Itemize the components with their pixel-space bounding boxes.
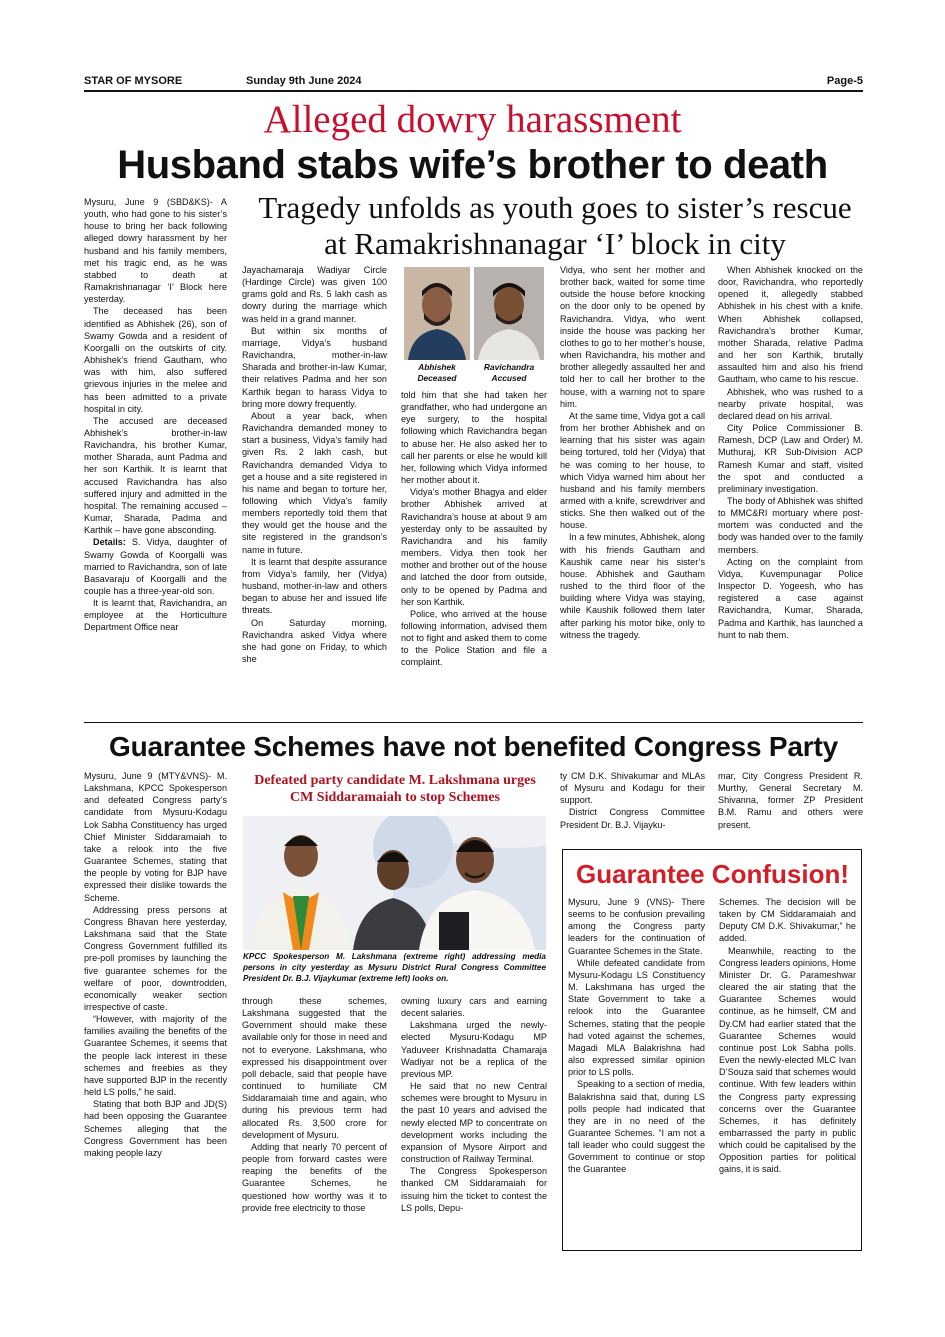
story1-column-2 (242, 264, 387, 716)
paragraph: Speaking to a section of media, Balakrishna said that, during LS polls people had indicated that they are in no need of the Guarantee Schemes. “I am not a tall leader who could suggest the Government to continue or stop the Guarantee (568, 1079, 705, 1175)
paragraph: Schemes. The decision will be taken by CM Siddaramaiah and Deputy CM D.K. Shivakumar,” he added. (719, 897, 856, 944)
issue-date: Sunday 9th June 2024 (246, 75, 362, 87)
page-number: Page-5 (826, 75, 863, 87)
section-divider (84, 722, 863, 723)
paragraph: Vidya, who sent her mother and brother back, waited for some time outside the house before knocking on the door only to be opened by Ravichandra. Vidya, who went inside the house was packing her clothes to go to her mother’s house, when Ravichandra, his mother and brother allegedly assaulted her and told her to call her brother to the house, with a warning not to spare him. (560, 265, 705, 409)
paragraph: About a year back, when Ravichandra demanded money to start a business, Vidya’s family had given Rs. 2 lakh cash, but Ravichandra demanded Vidya to get a house and a site registered in his name and began to torture her, following which Vidya’s family members reportedly told them that they would get the house and the site registered in the grandson’s name in future. (242, 410, 387, 555)
paragraph: But within six months of marriage, Vidya’s husband Ravichandra, mother-in-law Sharada and brother-in-law Kumar, their relatives Padma and her son Karthik began to harass Vidya to bring more dowry frequently. (242, 325, 387, 409)
story1-column-3 (401, 389, 547, 716)
story2-column-2 (242, 995, 387, 1265)
box-column-2 (719, 896, 856, 1246)
paragraph: Acting on the complaint from Vidya, Kuvempunagar Police Inspector D. Yogeesh, who has registered a case against Ravichandra, Kumar, Sharada, Padma and Karthik, has launched a hunt to nab them. (718, 556, 863, 640)
story1-headline: Husband stabs wife’s brother to death (117, 143, 828, 187)
paragraph: mar, City Congress President R. Murthy, General Secretary M. Shivanna, former ZP President B.M. Ramu and others were present. (718, 771, 863, 830)
story2-column-1 (84, 770, 227, 1265)
paragraph: At the same time, Vidya got a call from her brother Abhishek and on learning that his sister was again being tortured, told her (Vidya) that he was coming to her house, to which Vidya warned him about her husband and his family members armed with a knife, screwdriver and sticks. She then walked out of the house. (560, 410, 705, 531)
paragraph: In a few minutes, Abhishek, along with his friends Gautham and Kaushik came near his sister’s house. Abhishek and Gautham rushed to the third floor of the building where Vidya was staying, while Kaushik followed them later after parking his motor bike, only to witness the tragedy. (560, 532, 705, 640)
paragraph: Mysuru, June 9 (MTY&VNS)- M. Lakshmana, KPCC Spokesperson and defeated Congress party’s candidate from Mysuru-Kodagu Lok Sabha Constituency has urged Chief Minister Siddaramaiah to take a relook into the five Guarantee Schemes, stating that the people by voting for BJP have expressed their dislike towards the Scheme. (84, 771, 227, 903)
paragraph: He said that no new Central schemes were brought to Mysuru in the past 10 years and advised the newly elected MP to concentrate on development works including the expansion of Mysore Airport and construction of Railway Terminal. (401, 1081, 547, 1165)
caption-name: Abhishek (418, 362, 456, 372)
story2-column-3 (401, 995, 547, 1265)
paragraph: owning luxury cars and earning decent salaries. (401, 996, 547, 1019)
paragraph: Mysuru, June 9 (SBD&KS)- A youth, who had gone to his sister’s house to bring her back following alleged dowry harassment by her husband and his family members, met his tragic end, as he was stabbed to death at Ramakrishnanagar ‘I’ Block here yesterday. (84, 197, 227, 305)
story1-kicker: Alleged dowry harassment (263, 98, 682, 141)
paragraph: Abhishek, who was rushed to a nearby private hospital, was declared dead on his arrival. (718, 386, 863, 421)
story1-subhead-line2: at Ramakrishnanagar ‘I’ block in city (324, 226, 786, 261)
photo-abhishek (404, 267, 470, 360)
story2-headline: Guarantee Schemes have not benefited Congress Party (109, 731, 838, 762)
story1-column-5 (718, 264, 863, 716)
photo-ravichandra (474, 267, 544, 360)
paper-name: STAR OF MYSORE (84, 75, 183, 87)
masthead-rule (84, 90, 863, 92)
paragraph: It is learnt that, Ravichandra, an employee at the Horticulture Department Office near (84, 598, 227, 633)
paragraph: Meanwhile, reacting to the Congress leaders opinions, Home Minister Dr. G. Parameshwar cleared the air stating that the Guarantee Schemes would continue, as he himself, CM and Dy.CM had earlier stated that the Guarantee Schemes would continue post Lok Sabha polls. Even the newly-elected MLC Ivan D’Souza said that schemes would continue. With few leaders within the Congress party expressing concerns over the Guarantee Schemes, it has definitely embarrassed the party in public which could be capitalised by the Opposition parties for political gains, it is said. (719, 945, 856, 1175)
story1-column-4 (560, 264, 705, 716)
paragraph: “However, with majority of the families availing the benefits of the Guarantee Schemes, it seems that the people lack interest in these schemes and freebies as they have supported BJP in the recently held LS polls,” he said. (84, 1014, 227, 1098)
story2-photo (243, 816, 546, 950)
paragraph: Addressing press persons at Congress Bhavan here yesterday, Lakshmana said that the State Congress Government fulfilled its pre-poll promises by launching the five guarantee schemes for the welfare of poor, downtrodden, economically weaker section irrespective of caste. (84, 904, 227, 1012)
portrait-silhouette-icon (474, 267, 544, 360)
photo-caption-ravichandra (474, 362, 544, 383)
paragraph: The deceased has been identified as Abhishek (26), son of Swamy Gowda and a resident of Koorgalli on the outskirts of city. Abhishek’s friend Gautham, who was with him, also suffered grievous injuries in the melee and has been admitted to a private hospital in city. (84, 306, 227, 414)
paragraph: The accused are deceased Abhishek’s brother-in-law Ravichandra, his brother Kumar, mother Sharada, aunt Padma and her son Karthik. It is learnt that accused Ravichandra has also suffered injury and admitted in the hospital. The remaining accused – Kumar, Sharada, Padma and Karthik – have gone absconding. (84, 415, 227, 536)
story2-photo-caption: KPCC Spokesperson M. Lakshmana (extreme right) addressing media persons in city yesterday as Mysuru District Rural Congress Committee President Dr. B.J. Vijaykumar (extreme left) looks on. (243, 952, 546, 983)
caption-status: Accused (491, 372, 527, 383)
story2-column-5 (718, 770, 863, 840)
paragraph: Vidya’s mother Bhagya and elder brother Abhishek arrived at Ravichandra’s house at about 9 am yesterday only to be assaulted by Ravichandra and his family members. Vidya then took her mother and brother out of the house and latched the door from outside, only to be opened by Padma and her son Karthik. (401, 487, 547, 607)
photo-caption-abhishek (404, 362, 470, 383)
story2-column-4 (560, 770, 705, 840)
caption-name: Ravichandra (483, 362, 535, 372)
paragraph: District Congress Committee President Dr. B.J. Vijayku- (560, 807, 705, 830)
paragraph: Adding that nearly 70 percent of people from forward castes were reaping the benefits of the Guarantee Schemes, he questioned how worthy was it to provide free electricity to those (242, 1141, 387, 1213)
paragraph: City Police Commissioner B. Ramesh, DCP (Law and Order) M. Muthuraj, KR Sub-Division ACP Ramesh Kumar and staff, visited the spot and conducted a preliminary investigation. (718, 423, 863, 494)
paragraph: Lakshmana urged the newly-elected Mysuru-Kodagu MP Yaduveer Krishnadatta Chamaraja Wadiyar not be a replica of the previous MP. (401, 1020, 547, 1079)
paragraph: Stating that both BJP and JD(S) had been opposing the Guarantee Schemes alleging that the Congress Government has been making people lazy (84, 1099, 227, 1158)
details-label: Details: (93, 537, 126, 548)
paragraph: It is learnt that despite assurance from Vidya’s family, her (Vidya) husband, mother-in-law and others began to abuse her and issued life threats. (242, 556, 387, 616)
paragraph: Jayachamaraja Wadiyar Circle (Hardinge Circle) was given 100 grams gold and Rs. 5 lakh cash as dowry during the marriage which was held in a grand manner. (242, 265, 387, 324)
paragraph: ty CM D.K. Shivakumar and MLAs of Mysuru and Kodagu for their support. (560, 771, 705, 806)
paragraph: When Abhishek knocked on the door, Ravichandra, who reportedly opened it, allegedly stabbed Abhishek in his chest with a knife. When Abhishek collapsed, Ravichandra’s brother Kumar, mother Sharada, relative Padma and her son Karthik, brutally assaulted him and also his friend Gautham, who came to his rescue. (718, 265, 863, 385)
portrait-silhouette-icon (404, 267, 470, 360)
story1-column-1 (84, 196, 227, 716)
story1-subhead-line1: Tragedy unfolds as youth goes to sister’s rescue (258, 190, 852, 225)
paragraph: through these schemes, Lakshmana suggested that the Government should make these available only for those in need and not to everyone. Lakshmana, who expressed his disappointment over poll debacle, said that people have continued to humiliate CM Siddaramaiah time and again, who during his previous term had allocated Rs. 3,500 crore for development of Mysuru. (242, 996, 387, 1140)
paragraph-text: S. Vidya, daughter of Swamy Gowda of Koorgalli was married to Ravichandra, son of late Basavaraju of Koorgalli and the couple has a three-year-old son. (84, 537, 227, 596)
story2-subhead (240, 772, 550, 806)
press-meet-photo-icon (243, 816, 546, 950)
paragraph: On Saturday morning, Ravichandra asked Vidya where she had gone on Friday, to which she (242, 617, 387, 664)
box-column-1 (568, 896, 705, 1246)
paragraph: The body of Abhishek was shifted to MMC&RI mortuary where post-mortem was conducted and the body was handed over to the family members. (718, 495, 863, 555)
subhead-line: Defeated party candidate M. Lakshmana urges (254, 773, 536, 788)
box-title: Guarantee Confusion! (575, 859, 849, 889)
paragraph: The Congress Spokesperson thanked CM Siddaramaiah for issuing him the ticket to contest the LS polls, Depu- (401, 1166, 547, 1213)
paragraph: Police, who arrived at the house following information, advised them not to fight and asked them to come to the Police Station and file a complaint. (401, 608, 547, 668)
caption-status: Deceased (417, 372, 457, 383)
subhead-line: CM Siddaramaiah to stop Schemes (289, 790, 500, 805)
paragraph: told him that she had taken her grandfather, who had undergone an eye surgery, to the hospital following which Ravichandra began to abuse her. He also asked her to call her parents or else he would kill her, following which Vidya informed her mother about it. (401, 390, 547, 486)
paragraph: While defeated candidate from Mysuru-Kodagu LS Constituency M. Lakshmana has urged the State Government to take a relook into the Guarantee Schemes, stating that the people had voted against the schemes, Magadi MLA Balakrishna had also expressed similar opinion prior to LS polls. (568, 957, 705, 1078)
paragraph: Mysuru, June 9 (VNS)- There seems to be confusion prevailing among the Congress party leaders for the continuation of Guarantee Schemes in the State. (568, 897, 705, 956)
paragraph (84, 536, 227, 597)
